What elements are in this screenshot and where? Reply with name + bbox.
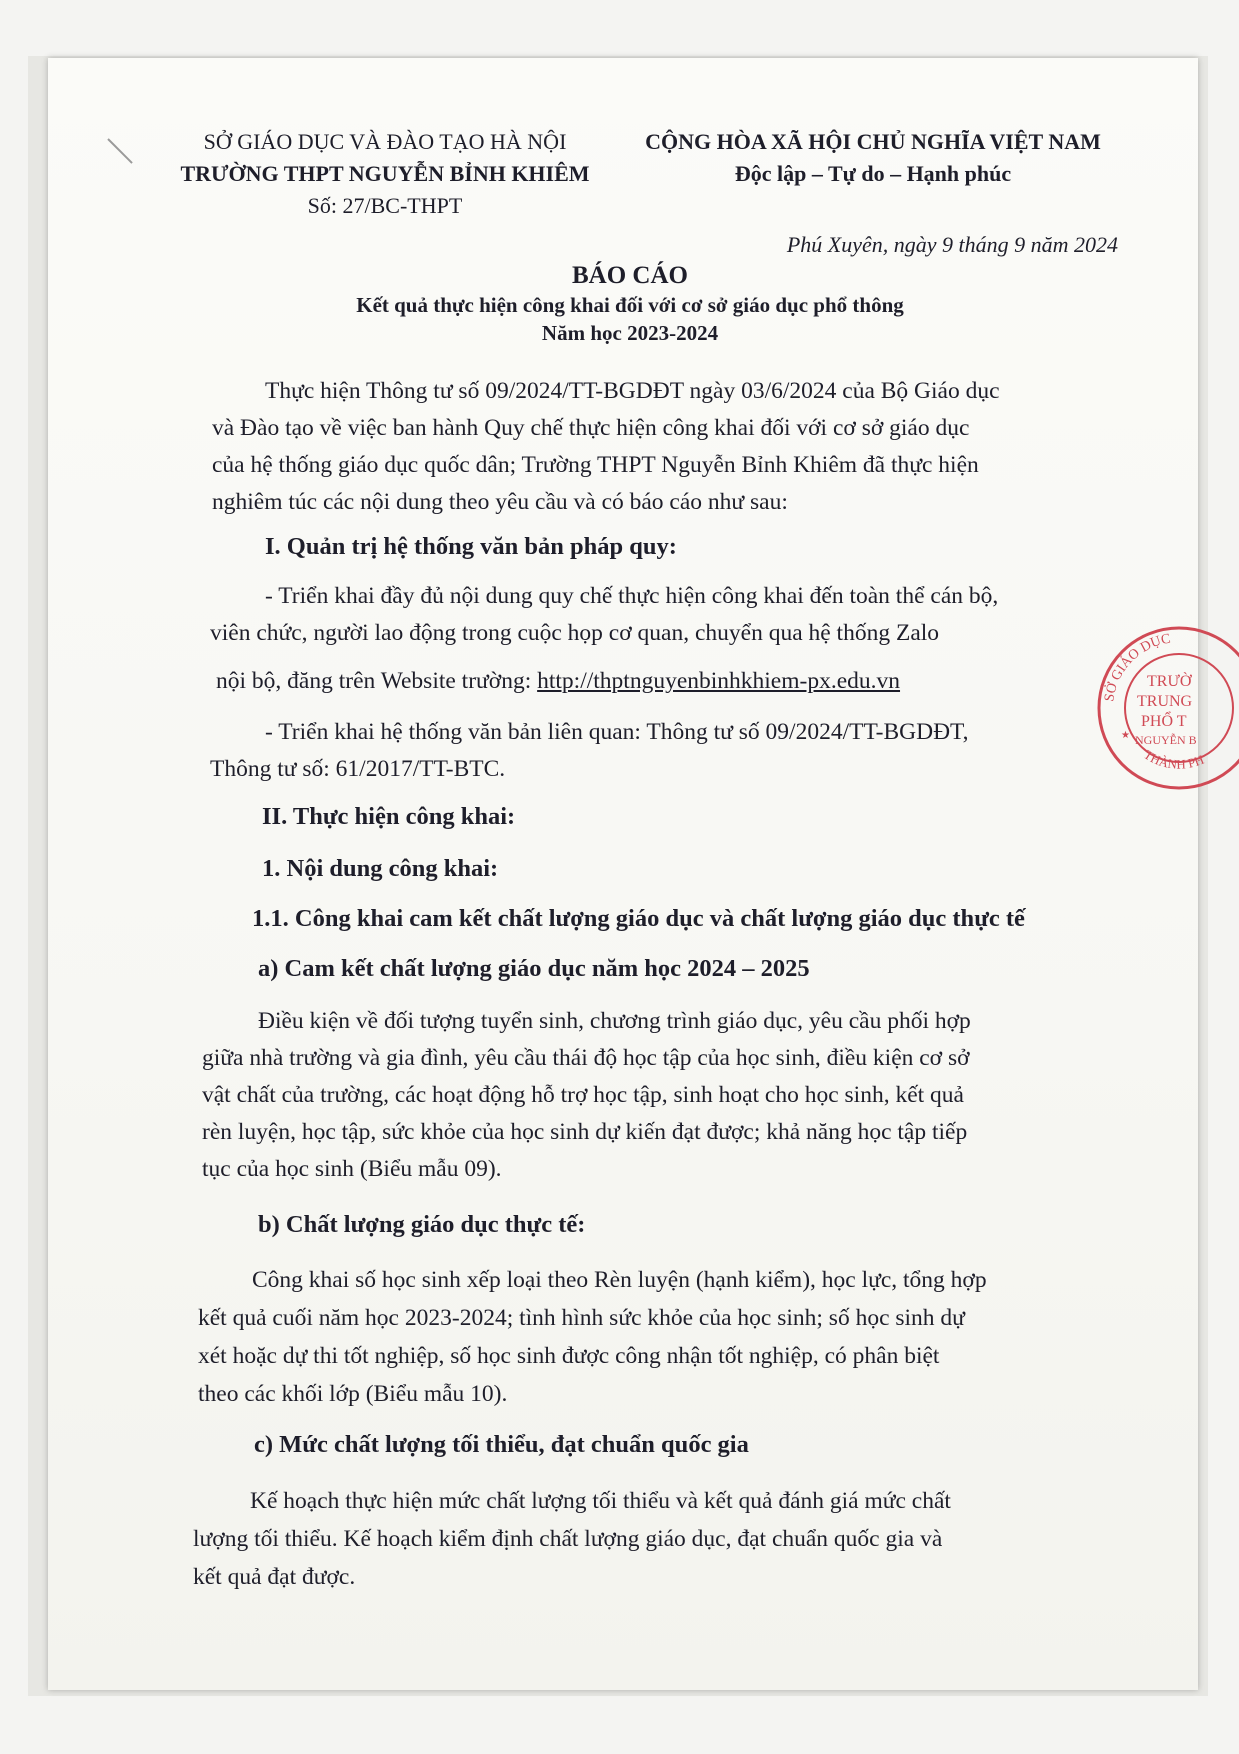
section-1-bullet-1-line-2: viên chức, người lao động trong cuộc họp cơ quan, chuyển qua hệ thống Zalo [210,620,940,646]
website-prefix: nội bộ, đăng trên Website trường: [216,668,538,694]
national-motto: Độc lập – Tự do – Hạnh phúc [734,161,1012,186]
intro-line-3: của hệ thống giáo dục quốc dân; Trường THPT Nguyễn Bỉnh Khiêm đã thực hiện [212,452,979,478]
section-1-bullet-1-line-1: - Triển khai đầy đủ nội dung quy chế thực hiện công khai đến toàn thể cán bộ, [265,583,999,609]
section-2-heading: II. Thực hiện công khai: [262,803,516,830]
stamp-top-text: SỞ GIÁO DỤC [1102,631,1172,703]
agency-name: SỞ GIÁO DỤC VÀ ĐÀO TẠO HÀ NỘI [203,129,567,154]
stamp-line-1: TRƯỜ [1147,673,1192,690]
section-b-heading: b) Chất lượng giáo dục thực tế: [258,1211,586,1238]
document-title: BÁO CÁO [572,262,688,289]
section-a-line-2: giữa nhà trường và gia đình, yêu cầu thái độ học tập của học sinh, điều kiện cơ sở [202,1045,970,1071]
school-name: TRƯỜNG THPT NGUYỄN BỈNH KHIÊM [180,161,590,186]
section-b-line-3: xét hoặc dự thi tốt nghiệp, số học sinh được công nhận tốt nghiệp, có phân biệt [198,1343,940,1369]
section-a-line-5: tục của học sinh (Biểu mẫu 09). [202,1156,502,1182]
intro-line-1: Thực hiện Thông tư số 09/2024/TT-BGDĐT ngày 03/6/2024 của Bộ Giáo dục [265,378,1000,404]
header-right [628,126,1118,190]
section-c-line-3: kết quả đạt được. [193,1564,356,1590]
page-fold-mark [107,138,132,163]
stamp-line-2: TRUNG [1137,693,1193,710]
section-1-heading: I. Quản trị hệ thống văn bản pháp quy: [265,533,677,560]
section-c-line-1: Kế hoạch thực hiện mức chất lượng tối thiểu và kết quả đánh giá mức chất [250,1488,951,1514]
section-b-line-1: Công khai số học sinh xếp loại theo Rèn luyện (hạnh kiểm), học lực, tổng hợp [252,1267,987,1293]
stamp-line-4: NGUYỄN B [1135,733,1197,747]
date-line: Phú Xuyên, ngày 9 tháng 9 năm 2024 [786,232,1118,257]
section-1-bullet-1-line-3 [216,663,900,700]
school-year: Năm học 2023-2024 [541,321,719,345]
stamp-line-3: PHỔ T [1141,713,1187,730]
intro-line-2: và Đào tạo về việc ban hành Quy chế thực hiện công khai đối với cơ sở giáo dục [212,415,970,441]
document-number: Số: 27/BC-THPT [307,193,463,218]
section-c-line-2: lượng tối thiểu. Kế hoạch kiểm định chất lượng giáo dục, đạt chuẩn quốc gia và [193,1526,943,1552]
intro-line-4: nghiêm túc các nội dung theo yêu cầu và có báo cáo như sau: [212,489,788,515]
section-1-bullet-2-line-2: Thông tư số: 61/2017/TT-BTC. [210,756,506,782]
document-subtitle: Kết quả thực hiện công khai đối với cơ sở giáo dục phổ thông [356,293,904,317]
section-c-heading: c) Mức chất lượng tối thiểu, đạt chuẩn quốc gia [254,1431,749,1458]
stamp-bottom-text: THÀNH PH [1141,746,1207,772]
section-2-sub-1-1: 1.1. Công khai cam kết chất lượng giáo dục và chất lượng giáo dục thực tế [252,905,1025,932]
header-left [150,126,620,222]
section-a-line-4: rèn luyện, học tập, sức khỏe của học sinh dự kiến đạt được; khả năng học tập tiếp [202,1119,968,1145]
section-1-bullet-2-line-1: - Triển khai hệ thống văn bản liên quan: Thông tư số 09/2024/TT-BGDĐT, [265,719,969,745]
section-b-line-4: theo các khối lớp (Biểu mẫu 10). [198,1381,508,1407]
stamp-star-icon: ★ [1121,730,1130,741]
section-b-line-2: kết quả cuối năm học 2023-2024; tình hình sức khỏe của học sinh; số học sinh dự [198,1305,965,1331]
section-2-sub-1: 1. Nội dung công khai: [262,855,499,882]
national-title: CỘNG HÒA XÃ HỘI CHỦ NGHĨA VIỆT NAM [645,129,1101,154]
section-a-line-3: vật chất của trường, các hoạt động hỗ trợ học tập, sinh hoạt cho học sinh, kết quả [202,1082,964,1108]
website-link[interactable]: http://thptnguyenbinhkhiem-px.edu.vn [537,668,901,694]
section-a-line-1: Điều kiện về đối tượng tuyển sinh, chương trình giáo dục, yêu cầu phối hợp [258,1008,971,1034]
official-stamp [1095,624,1239,792]
section-a-heading: a) Cam kết chất lượng giáo dục năm học 2024 – 2025 [258,955,810,982]
